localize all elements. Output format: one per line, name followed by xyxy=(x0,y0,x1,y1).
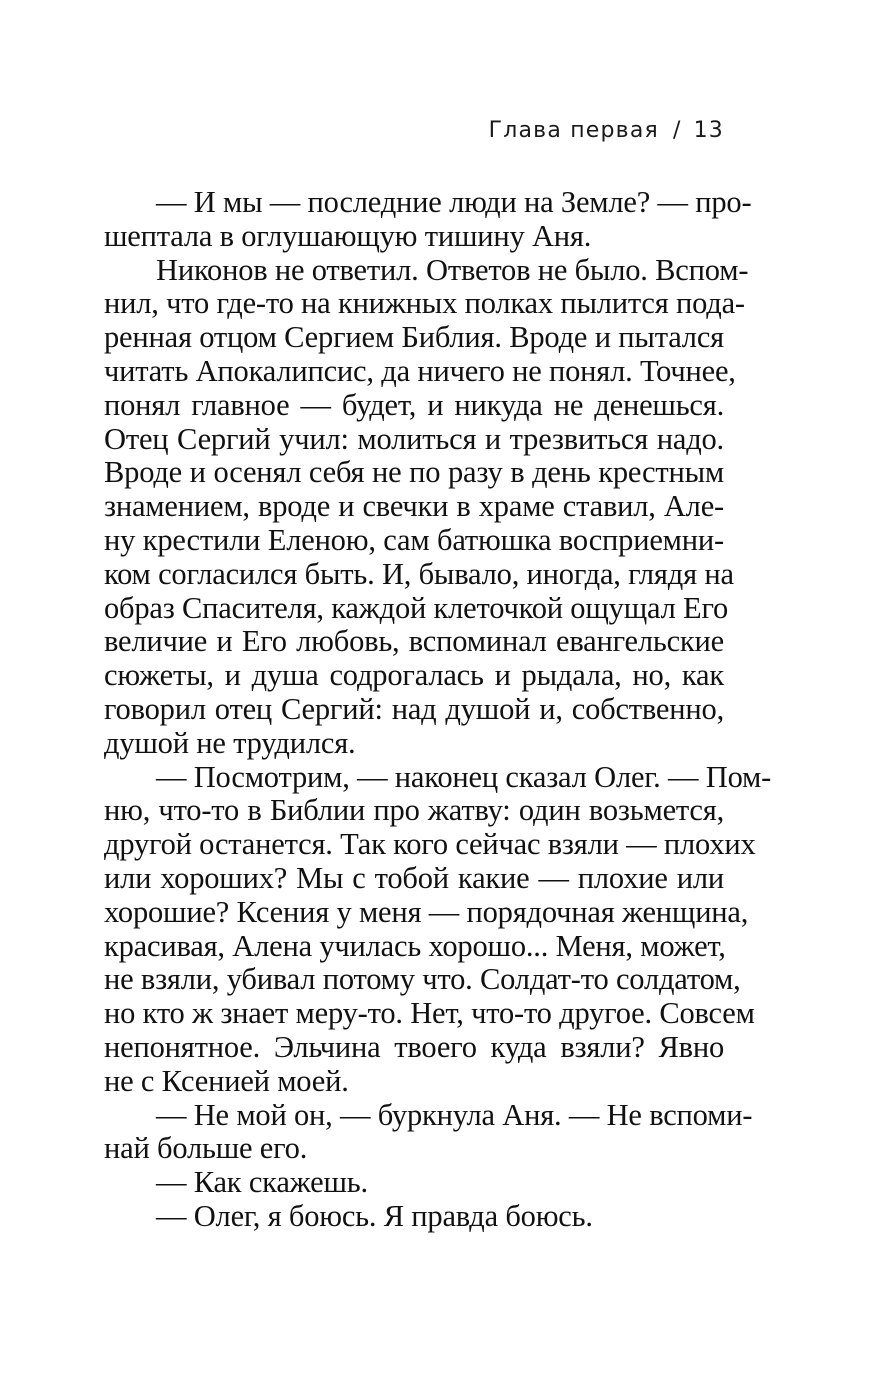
text-line: сюжеты, и душа содрогалась и рыдала, но, как xyxy=(104,658,724,693)
text-line: — Не мой он, — буркнула Аня. — Не вспоми- xyxy=(156,1097,753,1132)
text-line: ренная отцом Сергием Библия. Вроде и пытался xyxy=(104,320,724,355)
text-line: ком согласился быть. И, бывало, иногда, глядя на xyxy=(104,556,734,591)
text-line: — И мы — последние люди на Земле? — про- xyxy=(156,185,752,219)
running-head xyxy=(489,118,724,143)
text-line: но кто ж знает меру-то. Нет, что-то другое. Совсем xyxy=(104,996,755,1031)
text-line: читать Апокалипсис, да ничего не понял. Точнее, xyxy=(104,353,736,388)
text-line: шептала в оглушающую тишину Аня. xyxy=(104,218,592,253)
text-line: понял главное — будет, и никуда не денешься. xyxy=(104,387,724,422)
text-line: Никонов не ответил. Ответов не было. Вспом- xyxy=(156,252,749,287)
text-line: говорил отец Сергий: над душой и, собственно, xyxy=(104,691,724,726)
text-line: величие и Его любовь, вспоминал евангельские xyxy=(104,624,724,659)
text-line: образ Спасителя, каждой клеточкой ощущал Его xyxy=(104,590,729,625)
text-line: ню, что-то в Библии про жатву: один возьмется, xyxy=(104,793,724,828)
text-line: — Олег, я боюсь. Я правда боюсь. xyxy=(156,1198,593,1233)
text-line: или хороших? Мы с тобой какие — плохие или xyxy=(104,860,724,895)
text-line: Отец Сергий учил: молиться и трезвиться надо. xyxy=(104,421,724,456)
text-line: красивая, Алена училась хорошо... Меня, может, xyxy=(104,928,726,963)
text-line: не с Ксенией моей. xyxy=(104,1063,349,1098)
chapter-title: Глава первая xyxy=(488,118,659,143)
text-line: знамением, вроде и свечки в храме ставил, Але- xyxy=(104,489,724,524)
text-line: Вроде и осенял себя не по разу в день крестным xyxy=(104,455,724,490)
text-line: — Посмотрим, — наконец сказал Олег. — Пом- xyxy=(156,759,772,794)
body-text xyxy=(104,185,772,1234)
text-line: хорошие? Ксения у меня — порядочная женщина, xyxy=(104,894,749,929)
text-line: другой останется. Так кого сейчас взяли — плохих xyxy=(104,827,756,862)
text-line: най больше его. xyxy=(104,1131,308,1166)
text-line: ну крестили Еленою, сам батюшка восприемни- xyxy=(104,522,724,557)
page-number: 13 xyxy=(693,118,724,143)
text-line: нил, что где-то на книжных полках пылится пода- xyxy=(104,286,745,321)
header-separator: / xyxy=(672,118,682,143)
text-line: — Как скажешь. xyxy=(156,1165,368,1200)
text-line: непонятное. Эльчина твоего куда взяли? Явно xyxy=(104,1029,724,1064)
text-line: душой не трудился. xyxy=(104,725,356,760)
text-line: не взяли, убивал потому что. Солдат-то солдатом, xyxy=(104,962,741,997)
